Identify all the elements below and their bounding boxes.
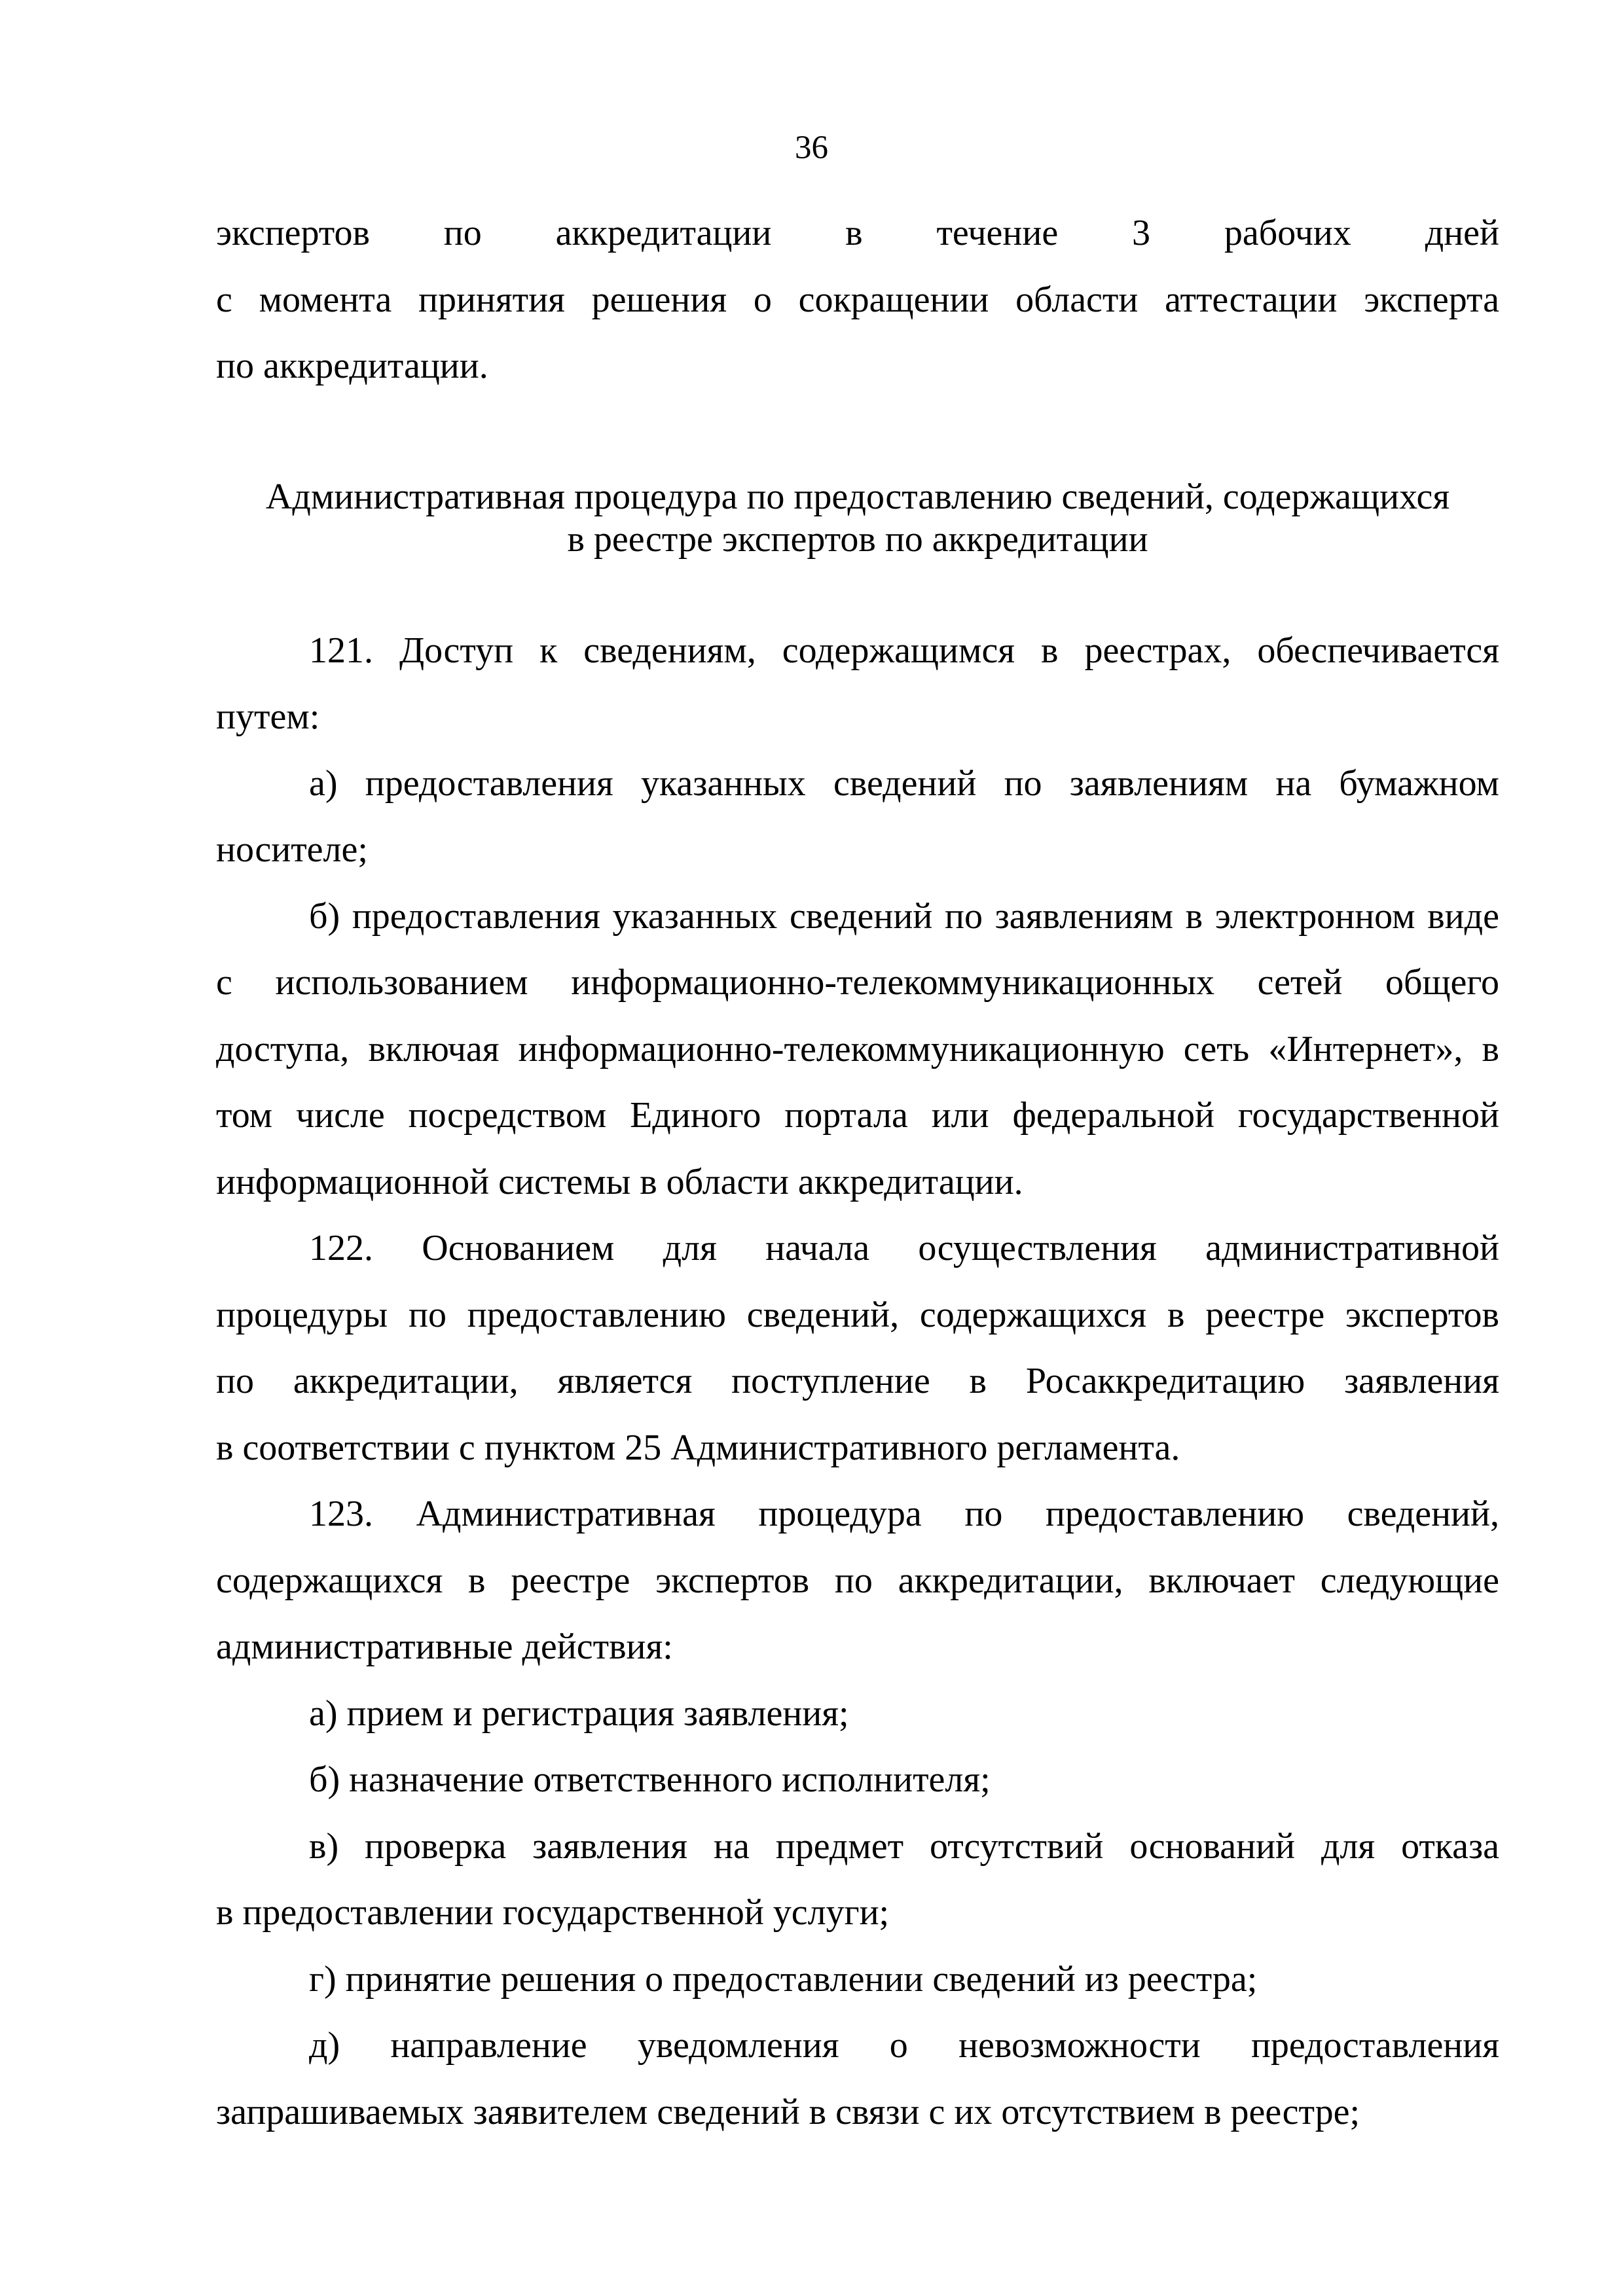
list-item-123c-line: в) проверка заявления на предмет отсутствий оснований для отказа xyxy=(309,1826,1499,1867)
paragraph-122-line: процедуры по предоставлению сведений, содержащихся в реестре экспертов xyxy=(216,1295,1499,1335)
section-heading-line: в реестре экспертов по аккредитации xyxy=(567,519,1148,560)
list-item-123e-line: запрашиваемых заявителем сведений в связи с их отсутствием в реестре; xyxy=(216,2092,1360,2132)
paragraph-123-line: административные действия: xyxy=(216,1626,673,1667)
paragraph-123-line: 123. Административная процедура по предоставлению сведений, xyxy=(309,1494,1499,1534)
page-number: 36 xyxy=(795,130,828,166)
continuation-line: по аккредитации. xyxy=(216,346,488,386)
paragraph-123-line: содержащихся в реестре экспертов по аккредитации, включает следующие xyxy=(216,1560,1499,1601)
paragraph-122-line: по аккредитации, является поступление в Росаккредитацию заявления xyxy=(216,1361,1499,1401)
paragraph-121-line: 121. Доступ к сведениям, содержащимся в реестрах, обеспечивается xyxy=(309,630,1499,671)
paragraph-121b-line: с использованием информационно-телекоммуникационных сетей общего xyxy=(216,962,1499,1003)
paragraph-122-line: 122. Основанием для начала осуществления административной xyxy=(309,1228,1499,1268)
paragraph-121b-line: б) предоставления указанных сведений по заявлениям в электронном виде xyxy=(309,896,1499,937)
list-item-123a: а) прием и регистрация заявления; xyxy=(309,1693,849,1734)
paragraph-122-line: в соответствии с пунктом 25 Административного регламента. xyxy=(216,1427,1180,1468)
list-item-123e-line: д) направление уведомления о невозможности предоставления xyxy=(309,2025,1499,2066)
paragraph-121b-line: том числе посредством Единого портала или федеральной государственной xyxy=(216,1095,1499,1136)
list-item-123b: б) назначение ответственного исполнителя; xyxy=(309,1759,991,1800)
continuation-line: экспертов по аккредитации в течение 3 рабочих дней xyxy=(216,213,1499,253)
list-item-123d: г) принятие решения о предоставлении сведений из реестра; xyxy=(309,1959,1258,2000)
paragraph-121a-line: носителе; xyxy=(216,829,368,870)
continuation-line: с момента принятия решения о сокращении области аттестации эксперта xyxy=(216,279,1499,320)
list-item-123c-line: в предоставлении государственной услуги; xyxy=(216,1892,890,1933)
paragraph-121b-line: информационной системы в области аккредитации. xyxy=(216,1162,1023,1202)
section-heading-line: Административная процедура по предоставлению сведений, содержащихся xyxy=(265,476,1450,517)
paragraph-121b-line: доступа, включая информационно-телекоммуникационную сеть «Интернет», в xyxy=(216,1029,1499,1069)
paragraph-121a-line: а) предоставления указанных сведений по заявлениям на бумажном xyxy=(309,763,1499,804)
paragraph-121-line: путем: xyxy=(216,696,320,737)
